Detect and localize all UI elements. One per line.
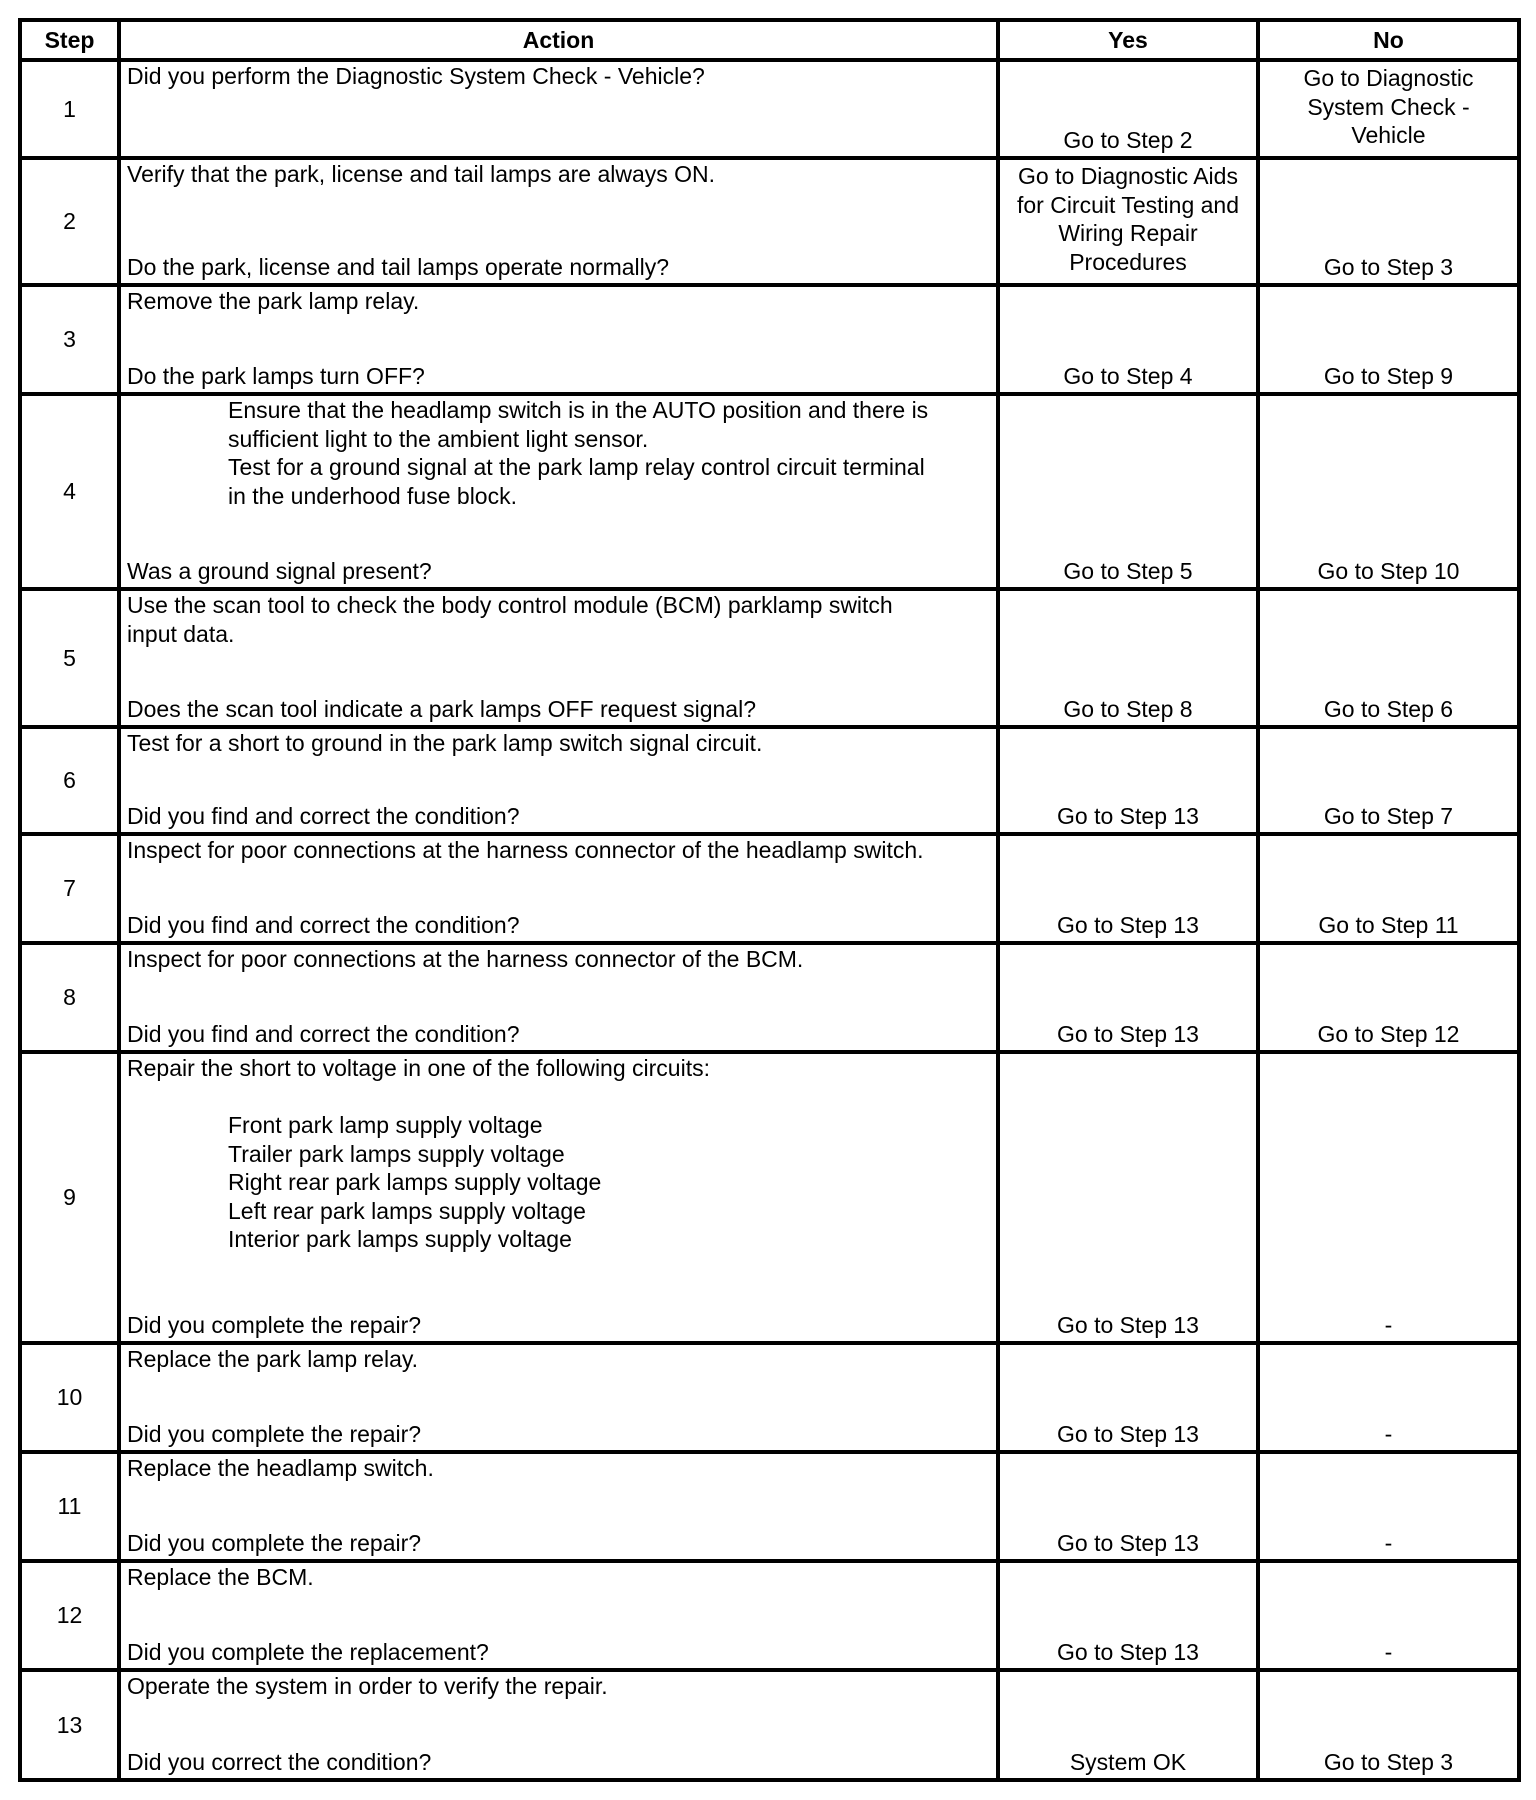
action-line: Left rear park lamps supply voltage	[228, 1197, 586, 1224]
yes-result: Go to Step 4	[998, 285, 1258, 394]
no-result: Go to Step 10	[1258, 394, 1519, 589]
action-line: Repair the short to voltage in one of the following circuits:	[127, 1055, 710, 1081]
action-question: Did you complete the repair?	[127, 1420, 422, 1447]
step-number: 9	[20, 1052, 119, 1343]
no-result: Go to Step 12	[1258, 943, 1519, 1052]
step-number: 13	[20, 1670, 119, 1780]
action-line: Replace the park lamp relay.	[127, 1346, 419, 1372]
action-line: Inspect for poor connections at the harness connector of the BCM.	[127, 946, 804, 972]
action-line: Replace the headlamp switch.	[127, 1455, 434, 1481]
action-line: Test for a short to ground in the park lamp switch signal circuit.	[127, 730, 763, 756]
table-row	[20, 727, 1519, 834]
table-row	[20, 394, 1519, 589]
no-result: Go to Step 3	[1258, 1670, 1519, 1780]
yes-result: Go to Step 8	[998, 589, 1258, 727]
action-question: Did you complete the repair?	[127, 1311, 422, 1338]
step-number: 11	[20, 1452, 119, 1561]
header-step: Step	[20, 20, 119, 60]
action-cell	[119, 285, 998, 394]
action-line: Inspect for poor connections at the harness connector of the headlamp switch.	[127, 837, 924, 863]
action-question: Did you complete the repair?	[127, 1529, 422, 1556]
table-row	[20, 589, 1519, 727]
step-number: 3	[20, 285, 119, 394]
action-line: input data.	[127, 620, 235, 647]
action-cell	[119, 1052, 998, 1343]
yes-result: Go to Step 13	[998, 943, 1258, 1052]
action-line: sufficient light to the ambient light sensor.	[228, 425, 649, 452]
yes-result: Go to Step 13	[998, 1561, 1258, 1670]
header-row	[20, 20, 1519, 60]
action-cell	[119, 943, 998, 1052]
no-result: -	[1258, 1561, 1519, 1670]
no-result: Go to Diagnostic System Check - Vehicle	[1258, 60, 1519, 158]
yes-result: Go to Step 13	[998, 1343, 1258, 1452]
no-result: -	[1258, 1343, 1519, 1452]
action-line: Replace the BCM.	[127, 1564, 314, 1590]
step-number: 2	[20, 158, 119, 285]
table-row	[20, 1561, 1519, 1670]
table-row	[20, 1052, 1519, 1343]
action-line: Interior park lamps supply voltage	[228, 1226, 572, 1252]
action-line: Use the scan tool to check the body control module (BCM) parklamp switch	[127, 592, 893, 618]
action-cell	[119, 1561, 998, 1670]
header-yes: Yes	[998, 20, 1258, 60]
action-question: Does the scan tool indicate a park lamps OFF request signal?	[127, 695, 756, 722]
action-cell	[119, 1343, 998, 1452]
table-row	[20, 158, 1519, 285]
no-result: -	[1258, 1052, 1519, 1343]
action-line: Trailer park lamps supply voltage	[228, 1140, 565, 1167]
action-question: Do the park lamps turn OFF?	[127, 362, 425, 389]
yes-result: Go to Step 5	[998, 394, 1258, 589]
action-line: Front park lamp supply voltage	[228, 1112, 543, 1138]
action-question: Do the park, license and tail lamps operate normally?	[127, 253, 670, 280]
table-row	[20, 285, 1519, 394]
action-question: Did you find and correct the condition?	[127, 911, 520, 938]
yes-result: Go to Step 13	[998, 1452, 1258, 1561]
step-number: 5	[20, 589, 119, 727]
action-cell	[119, 158, 998, 285]
step-number: 10	[20, 1343, 119, 1452]
step-number: 12	[20, 1561, 119, 1670]
no-result: Go to Step 11	[1258, 834, 1519, 943]
action-line: Did you perform the Diagnostic System Check - Vehicle?	[127, 63, 705, 89]
action-question: Did you find and correct the condition?	[127, 1020, 520, 1047]
action-question: Did you find and correct the condition?	[127, 802, 520, 829]
table-row	[20, 943, 1519, 1052]
table-row	[20, 60, 1519, 158]
action-line: Ensure that the headlamp switch is in the AUTO position and there is	[228, 397, 929, 423]
action-cell	[119, 394, 998, 589]
no-result: Go to Step 9	[1258, 285, 1519, 394]
no-result: Go to Step 6	[1258, 589, 1519, 727]
action-line: in the underhood fuse block.	[228, 482, 517, 509]
table-row	[20, 834, 1519, 943]
step-number: 4	[20, 394, 119, 589]
yes-result: System OK	[998, 1670, 1258, 1780]
action-question: Did you complete the replacement?	[127, 1638, 489, 1665]
yes-result: Go to Step 2	[998, 60, 1258, 158]
action-cell	[119, 1452, 998, 1561]
no-result: Go to Step 7	[1258, 727, 1519, 834]
action-line: Test for a ground signal at the park lamp relay control circuit terminal	[228, 454, 925, 480]
header-action: Action	[119, 20, 998, 60]
step-number: 7	[20, 834, 119, 943]
action-question: Did you correct the condition?	[127, 1748, 432, 1775]
action-line: Verify that the park, license and tail lamps are always ON.	[127, 161, 716, 187]
action-line	[127, 1083, 990, 1112]
header-no: No	[1258, 20, 1519, 60]
step-number: 1	[20, 60, 119, 158]
action-question: Was a ground signal present?	[127, 557, 432, 584]
action-cell	[119, 834, 998, 943]
action-cell	[119, 1670, 998, 1780]
table-row	[20, 1343, 1519, 1452]
table-row	[20, 1452, 1519, 1561]
yes-result: Go to Diagnostic Aids for Circuit Testing and Wiring Repair Procedures	[998, 158, 1258, 285]
action-cell	[119, 60, 998, 158]
table-row	[20, 1670, 1519, 1780]
step-number: 8	[20, 943, 119, 1052]
action-cell	[119, 727, 998, 834]
action-cell	[119, 589, 998, 727]
diagnostic-table	[18, 18, 1521, 1782]
action-line: Remove the park lamp relay.	[127, 288, 420, 314]
action-line: Operate the system in order to verify the repair.	[127, 1673, 608, 1699]
no-result: -	[1258, 1452, 1519, 1561]
step-number: 6	[20, 727, 119, 834]
yes-result: Go to Step 13	[998, 727, 1258, 834]
no-result: Go to Step 3	[1258, 158, 1519, 285]
yes-result: Go to Step 13	[998, 834, 1258, 943]
action-line: Right rear park lamps supply voltage	[228, 1169, 602, 1195]
yes-result: Go to Step 13	[998, 1052, 1258, 1343]
